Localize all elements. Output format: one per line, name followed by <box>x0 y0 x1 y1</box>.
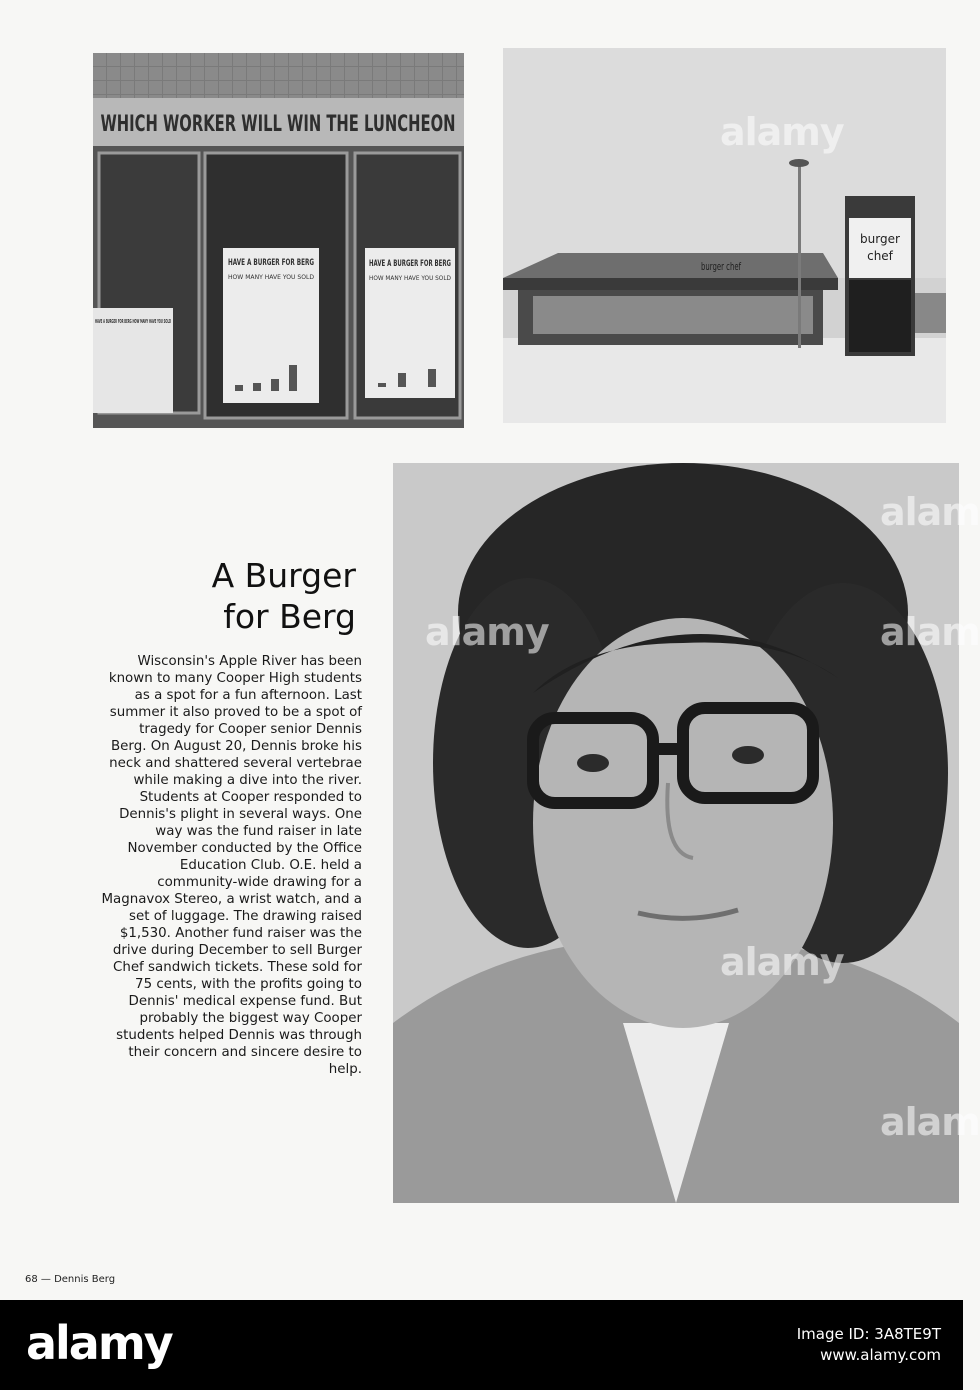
alamy-logo: alamy <box>26 1316 172 1370</box>
image-id: Image ID: 3A8TE9T <box>796 1325 941 1343</box>
pylon-sign-line2: chef <box>867 249 893 263</box>
window-banner-text: WHICH WORKER WILL WIN THE LUNCHEON <box>100 112 456 137</box>
article-headline <box>120 555 356 637</box>
watermark-portrait-top: alam <box>880 490 980 534</box>
sign-center-title: HAVE A BURGER FOR BERG <box>228 258 314 268</box>
sign-right-sub: HOW MANY HAVE YOU SOLD <box>369 275 452 282</box>
roof-sign-text: burger chef <box>701 260 742 273</box>
watermark-portrait-mid: alamy <box>425 610 549 654</box>
watermark-portrait-low: alamy <box>720 940 844 984</box>
sign-right-title: HAVE A BURGER FOR BERG <box>369 259 451 269</box>
restaurant-photo <box>503 48 946 423</box>
sign-center-sub: HOW MANY HAVE YOU SOLD <box>228 274 315 281</box>
stock-banner <box>0 1300 963 1390</box>
page-folio: 68 — Dennis Berg <box>25 1274 116 1285</box>
watermark-restaurant: alamy <box>720 110 844 154</box>
watermark-portrait-low-right: alam <box>880 1100 980 1144</box>
banner-info <box>797 1324 941 1366</box>
article-body: Wisconsin's Apple River has been known to many Cooper High students as a spot for a fun afternoon. Last summer it also proved to be a spot of tragedy for Cooper senior Dennis Berg. On August 20, Dennis broke his neck and shattered several vertebrae while making a dive into the river. Students at Cooper responded to Dennis's plight in several ways. One way was the fund raiser in late November conducted by the Office Education Club. O.E. held a community-wide drawing for a Magnavox Stereo, a wrist watch, and a set of luggage. The drawing raised $1,530. Another fund raiser was the drive during December to sell Burger Chef sandwich tickets. These sold for 75 cents, with the profits going to Dennis' medical expense fund. But probably the biggest way Cooper students helped Dennis was through their concern and sincere desire to help. <box>101 654 362 1077</box>
headline-line-1: A Burger <box>211 556 356 595</box>
sign-left-text: HAVE A BURGER FOR BERG HOW MANY HAVE YOU SOLD <box>95 319 172 325</box>
headline-line-2: for Berg <box>223 597 356 636</box>
banner-url[interactable]: www.alamy.com <box>820 1346 941 1364</box>
watermark-portrait-right: alam <box>880 610 980 654</box>
portrait-photo <box>393 463 959 1203</box>
pylon-sign-line1: burger <box>860 232 900 246</box>
window-posters-photo <box>93 53 464 428</box>
